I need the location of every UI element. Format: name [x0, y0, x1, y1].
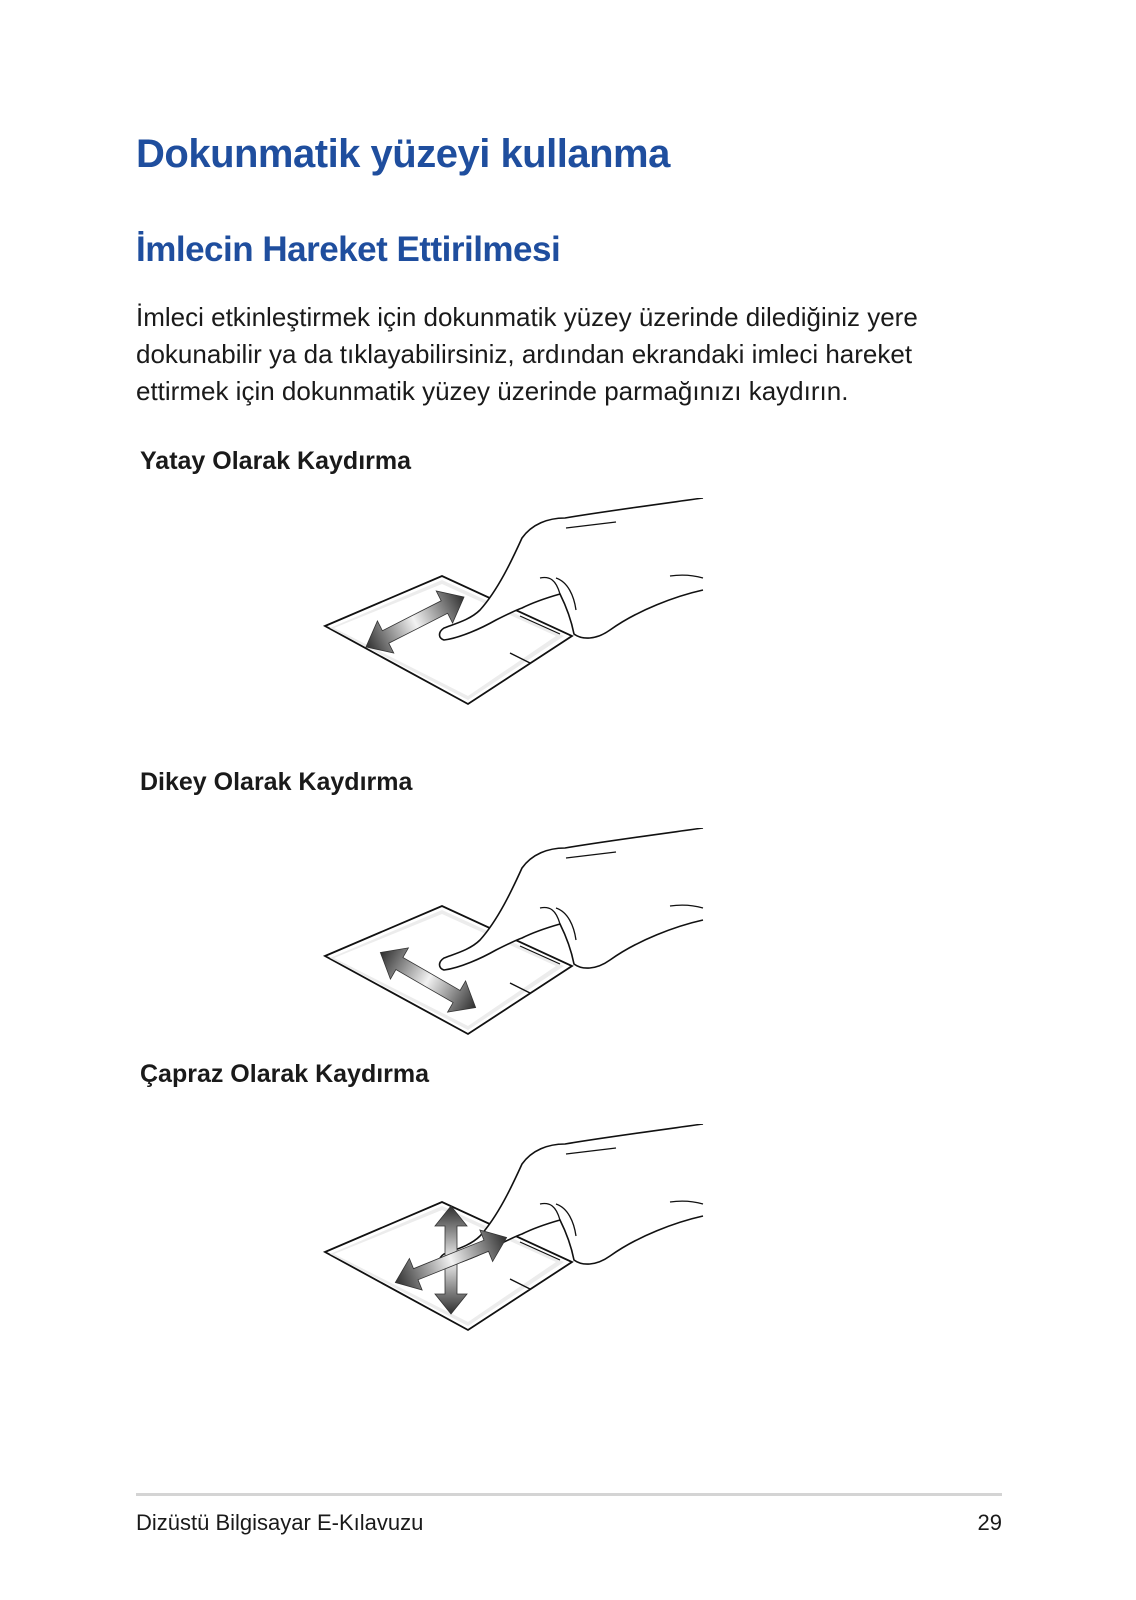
- page-number: 29: [977, 1510, 1002, 1535]
- footer-divider: [136, 1493, 1002, 1496]
- body-paragraph: İmleci etkinleştirmek için dokunmatik yüzey üzerinde dilediğiniz yere dokunabilir ya da tıklayabilirsiniz, ardından ekrandaki imleci hareket ettirmek için dokunmatik yüzey üzerinde parmağınızı kaydırın.: [136, 302, 918, 406]
- section-heading: İmlecin Hareket Ettirilmesi: [136, 230, 561, 269]
- gesture-label-horizontal: Yatay Olarak Kaydırma: [140, 447, 411, 475]
- diagonal-swipe-icon: [320, 1124, 720, 1364]
- footer-manual-title: Dizüstü Bilgisayar E-Kılavuzu: [136, 1510, 424, 1535]
- page-title: Dokunmatik yüzeyi kullanma: [136, 132, 670, 176]
- gesture-label-diagonal: Çapraz Olarak Kaydırma: [140, 1060, 430, 1088]
- horizontal-swipe-icon: [320, 498, 720, 738]
- vertical-swipe-icon: [320, 828, 720, 1068]
- gesture-label-vertical: Dikey Olarak Kaydırma: [140, 768, 413, 796]
